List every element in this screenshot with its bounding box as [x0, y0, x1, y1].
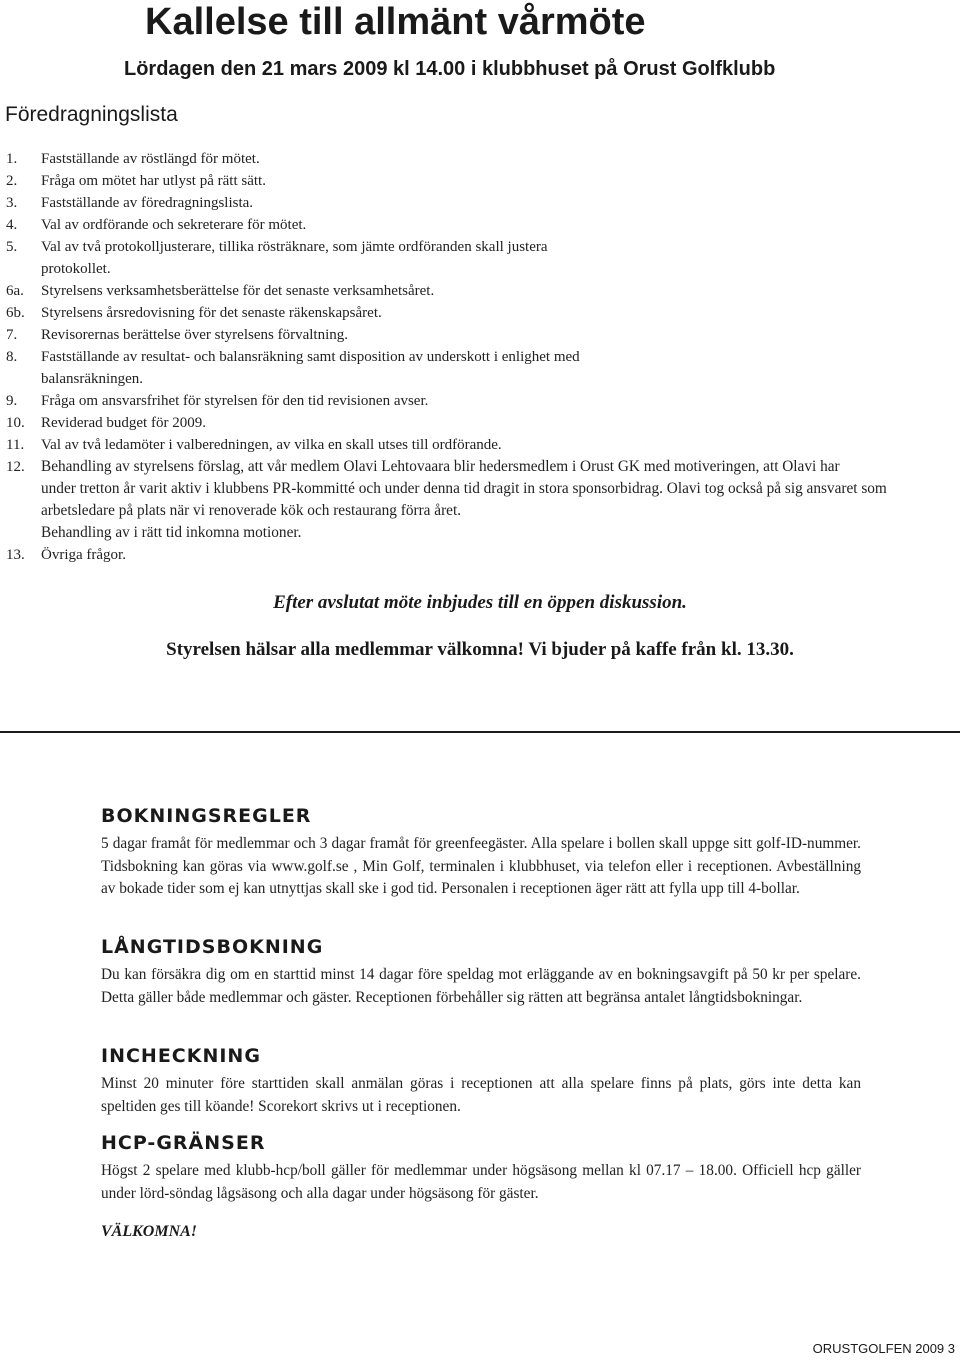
section-text: 5 dagar framåt för medlemmar och 3 dagar framåt för greenfeegäster. Alla spelare i bollen skall uppge sitt golf-ID-nummer. Tidsbokning kan göras via www.golf.se , Min Golf, terminalen i klubbhuset, via telefon eller i receptionen. Avbeställning av bokade tider som ej kan utnyttjas skall ske i god tid. Personalen i receptionen äger rätt att fylla upp till 4-bollar.	[101, 835, 861, 897]
agenda-item-text: Reviderad budget för 2009.	[41, 415, 206, 431]
agenda-item	[0, 214, 960, 236]
welcome-coffee-line: Styrelsen hälsar alla medlemmar välkomna! Vi bjuder på kaffe från kl. 13.30.	[166, 639, 794, 660]
agenda-item-number: 3.	[6, 195, 18, 211]
agenda-item	[0, 544, 960, 566]
meeting-date-subtitle: Lördagen den 21 mars 2009 kl 14.00 i klubbhuset på Orust Golfklubb	[124, 58, 776, 80]
welcome-sign-off: VÄLKOMNA!	[101, 1223, 198, 1240]
agenda-item-text: Fastställande av föredragningslista.	[41, 195, 254, 211]
agenda-item	[0, 302, 960, 324]
agenda-item-number: 8.	[6, 349, 18, 365]
agenda-item-number: 1.	[6, 151, 18, 167]
section-text: Minst 20 minuter före starttiden skall anmälan göras i receptionen att alla spelare finns på plats, görs inte detta kan speltiden ges till köande! Scorekort skrivs ut i receptionen.	[101, 1075, 861, 1115]
agenda-item-number: 2.	[6, 173, 18, 189]
agenda-item	[0, 192, 960, 214]
agenda-item	[0, 434, 960, 456]
agenda-item-number: 7.	[6, 327, 18, 343]
agenda-item-text: Revisorernas berättelse över styrelsens förvaltning.	[41, 327, 348, 343]
agenda-item	[0, 280, 960, 302]
agenda-item-number: 5.	[6, 239, 18, 255]
agenda-item-text: Val av två protokolljusterare, tillika rösträknare, som jämte ordföranden skall justera protokollet.	[41, 239, 548, 277]
agenda-item-number: 11.	[6, 437, 25, 453]
agenda-item-number: 4.	[6, 217, 18, 233]
agenda-item-number: 6b.	[6, 305, 25, 321]
agenda-item-continuation: under tretton år varit aktiv i klubbens PR-kommitté och under denna tid dragit in stora sponsorbidrag. Olavi tog också på sig ansvaret som arbetsledare på plats när vi renoverade kök och restaurang förra året.	[41, 480, 887, 519]
agenda-item-text: Fråga om ansvarsfrihet för styrelsen för den tid revisionen avser.	[41, 393, 429, 409]
section-text: Högst 2 spelare med klubb-hcp/boll gäller för medlemmar under högsäsong mellan kl 07.17 – 18.00. Officiell hcp gäller under lörd-söndag lågsäsong och alla dagar under högsäsong för gäster.	[101, 1162, 861, 1202]
agenda-item-text: Val av ordförande och sekreterare för mötet.	[41, 217, 307, 233]
agenda-item-text: Behandling av styrelsens förslag, att vår medlem Olavi Lehtovaara blir hedersmedlem i Orust GK med motiveringen, att Olavi har	[41, 458, 840, 475]
agenda-item	[0, 346, 960, 390]
agenda-item-text: Övriga frågor.	[41, 547, 126, 563]
agenda-item	[0, 236, 960, 280]
section-heading: INCHECKNING	[101, 1045, 261, 1067]
agenda-item-continuation: Behandling av i rätt tid inkomna motioner.	[41, 524, 302, 541]
rules-section-checkin	[101, 1045, 861, 1118]
page-title: Kallelse till allmänt vårmöte	[145, 1, 646, 43]
agenda-item	[0, 456, 960, 478]
rules-section-booking	[101, 805, 861, 901]
agenda-item-text: Styrelsens årsredovisning för det senaste räkenskapsåret.	[41, 305, 382, 321]
agenda-item-text: Styrelsens verksamhetsberättelse för det senaste verksamhetsåret.	[41, 283, 435, 299]
agenda-item-number: 10.	[6, 415, 25, 431]
agenda-item	[0, 412, 960, 434]
discussion-invitation: Efter avslutat möte inbjudes till en öppen diskussion.	[273, 592, 687, 613]
agenda-item-number: 6a.	[6, 283, 24, 299]
rules-section-hcp	[101, 1132, 861, 1205]
agenda-item	[0, 148, 960, 170]
agenda-item-text: Fastställande av resultat- och balansräkning samt disposition av underskott i enlighet med balansräkningen.	[41, 349, 580, 387]
agenda-item-text: Fastställande av röstlängd för mötet.	[41, 151, 260, 167]
agenda-item-number: 12.	[6, 459, 25, 475]
agenda-item-text: Val av två ledamöter i valberedningen, av vilka en skall utses till ordförande.	[41, 437, 502, 453]
horizontal-divider	[0, 731, 960, 733]
agenda-item-text: Fråga om mötet har utlyst på rätt sätt.	[41, 173, 266, 189]
agenda-item-number: 9.	[6, 393, 18, 409]
agenda-item	[0, 324, 960, 346]
agenda-item	[0, 390, 960, 412]
agenda-list	[0, 148, 960, 566]
rules-section-long-booking	[101, 936, 861, 1009]
agenda-heading: Föredragningslista	[5, 103, 178, 126]
section-heading: BOKNINGSREGLER	[101, 805, 312, 827]
section-heading: HCP-GRÄNSER	[101, 1132, 266, 1154]
agenda-item-number: 13.	[6, 547, 25, 563]
section-heading: LÅNGTIDSBOKNING	[101, 936, 324, 958]
section-text: Du kan försäkra dig om en starttid minst 14 dagar före speldag mot erläggande av en bokningsavgift på 50 kr per spelare. Detta gäller både medlemmar och gäster. Receptionen förbehåller sig rätten att begränsa antalet långtidsbokningar.	[101, 966, 861, 1006]
agenda-item	[0, 170, 960, 192]
page-footer: ORUSTGOLFEN 2009 3	[812, 1341, 955, 1356]
